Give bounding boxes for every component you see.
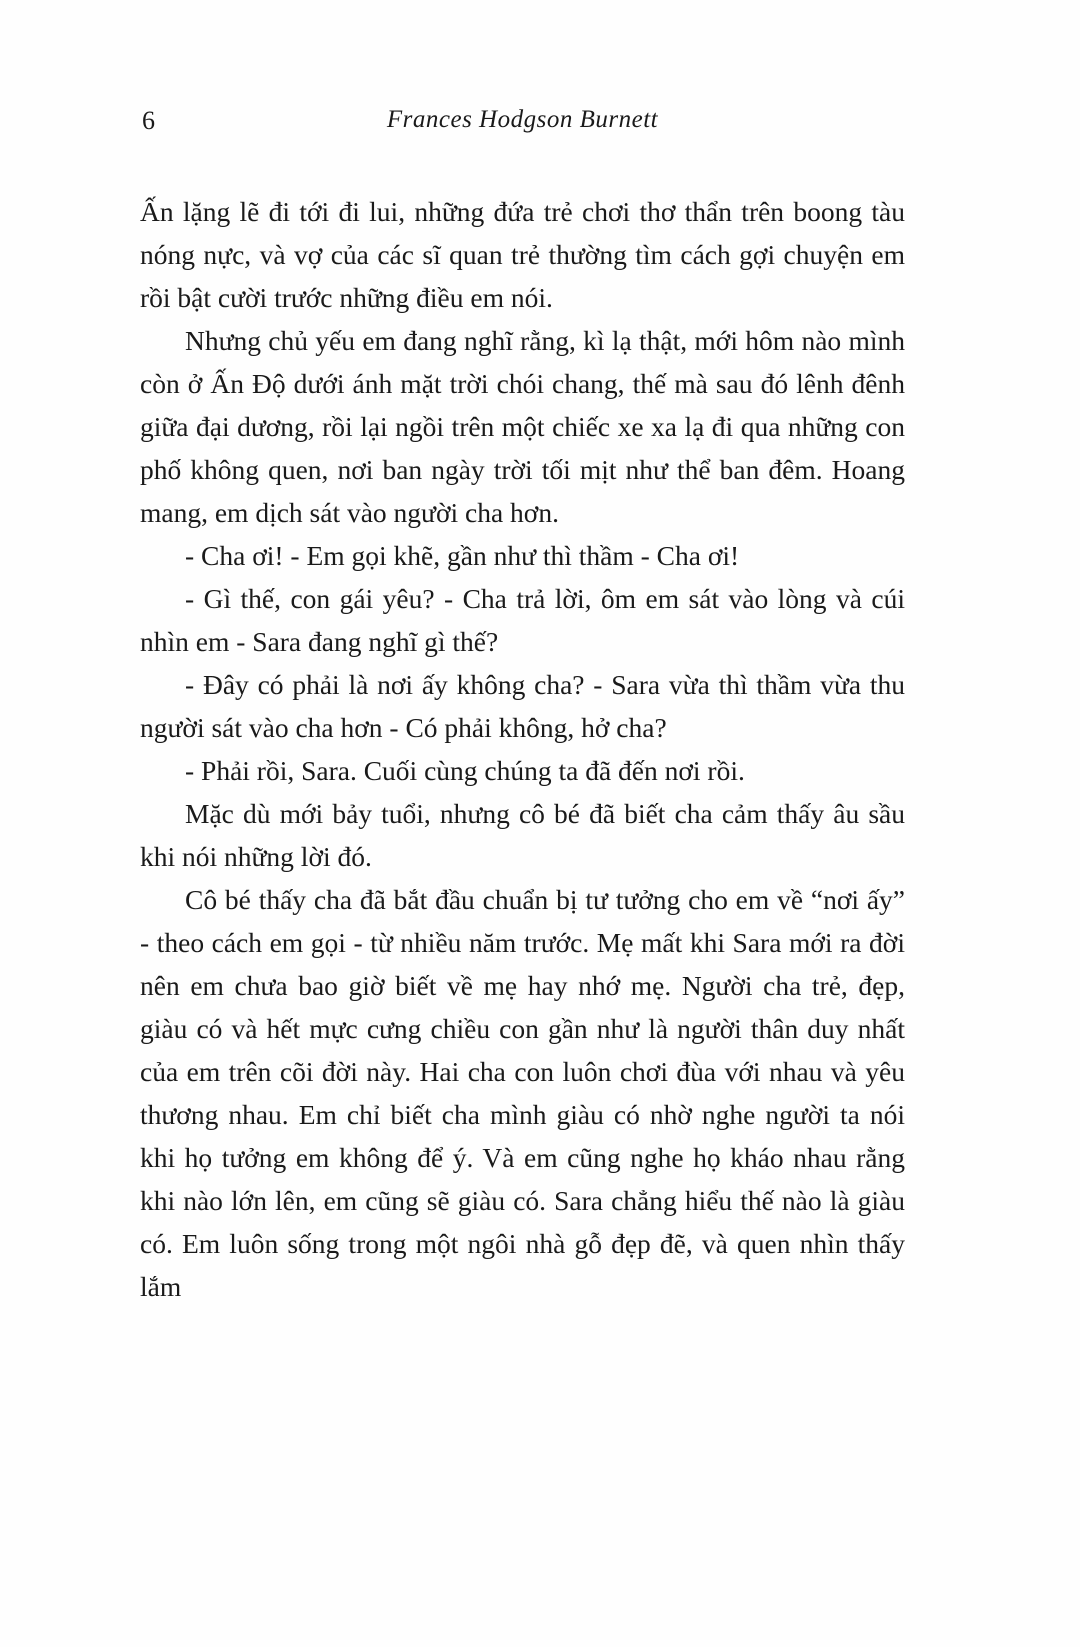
- body-text: [140, 190, 905, 1308]
- page-header: [140, 106, 905, 140]
- paragraph-dialogue: - Phải rồi, Sara. Cuối cùng chúng ta đã đến nơi rồi.: [185, 755, 745, 786]
- page-number: 6: [142, 106, 155, 135]
- paragraph-continuation: Ấn lặng lẽ đi tới đi lui, những đứa trẻ chơi thơ thẩn trên boong tàu nóng nực, và vợ của các sĩ quan trẻ thường tìm cách gợi chuyện em rồi bật cười trước những điều em nói.: [140, 196, 905, 313]
- paragraph: Cô bé thấy cha đã bắt đầu chuẩn bị tư tưởng cho em về “nơi ấy” - theo cách em gọi - từ nhiều năm trước. Mẹ mất khi Sara mới ra đời nên em chưa bao giờ biết về mẹ hay nhớ mẹ. Người cha trẻ, đẹp, giàu có và hết mực cưng chiều con gần như là người thân duy nhất của em trên cõi đời này. Hai cha con luôn chơi đùa với nhau và yêu thương nhau. Em chỉ biết cha mình giàu có nhờ nghe người ta nói khi họ tưởng em không để ý. Và em cũng nghe họ kháo nhau rằng khi nào lớn lên, em cũng sẽ giàu có. Sara chẳng hiểu thế nào là giàu có. Em luôn sống trong một ngôi nhà gỗ đẹp đẽ, và quen nhìn thấy lắm: [140, 884, 905, 1302]
- paragraph-dialogue: - Gì thế, con gái yêu? - Cha trả lời, ôm em sát vào lòng và cúi nhìn em - Sara đang nghĩ gì thế?: [140, 583, 905, 657]
- paragraph: Nhưng chủ yếu em đang nghĩ rằng, kì lạ thật, mới hôm nào mình còn ở Ấn Độ dưới ánh mặt trời chói chang, thế mà sau đó lênh đênh giữa đại dương, rồi lại ngồi trên một chiếc xe xa lạ đi qua những con phố không quen, nơi ban ngày trời tối mịt như thể ban đêm. Hoang mang, em dịch sát vào người cha hơn.: [140, 325, 905, 528]
- paragraph-dialogue: - Đây có phải là nơi ấy không cha? - Sara vừa thì thầm vừa thu người sát vào cha hơn - Có phải không, hở cha?: [140, 669, 905, 743]
- paragraph-dialogue: - Cha ơi! - Em gọi khẽ, gần như thì thầm - Cha ơi!: [185, 540, 740, 571]
- running-title: Frances Hodgson Burnett: [386, 106, 659, 133]
- paragraph: Mặc dù mới bảy tuổi, nhưng cô bé đã biết cha cảm thấy âu sầu khi nói những lời đó.: [140, 798, 905, 872]
